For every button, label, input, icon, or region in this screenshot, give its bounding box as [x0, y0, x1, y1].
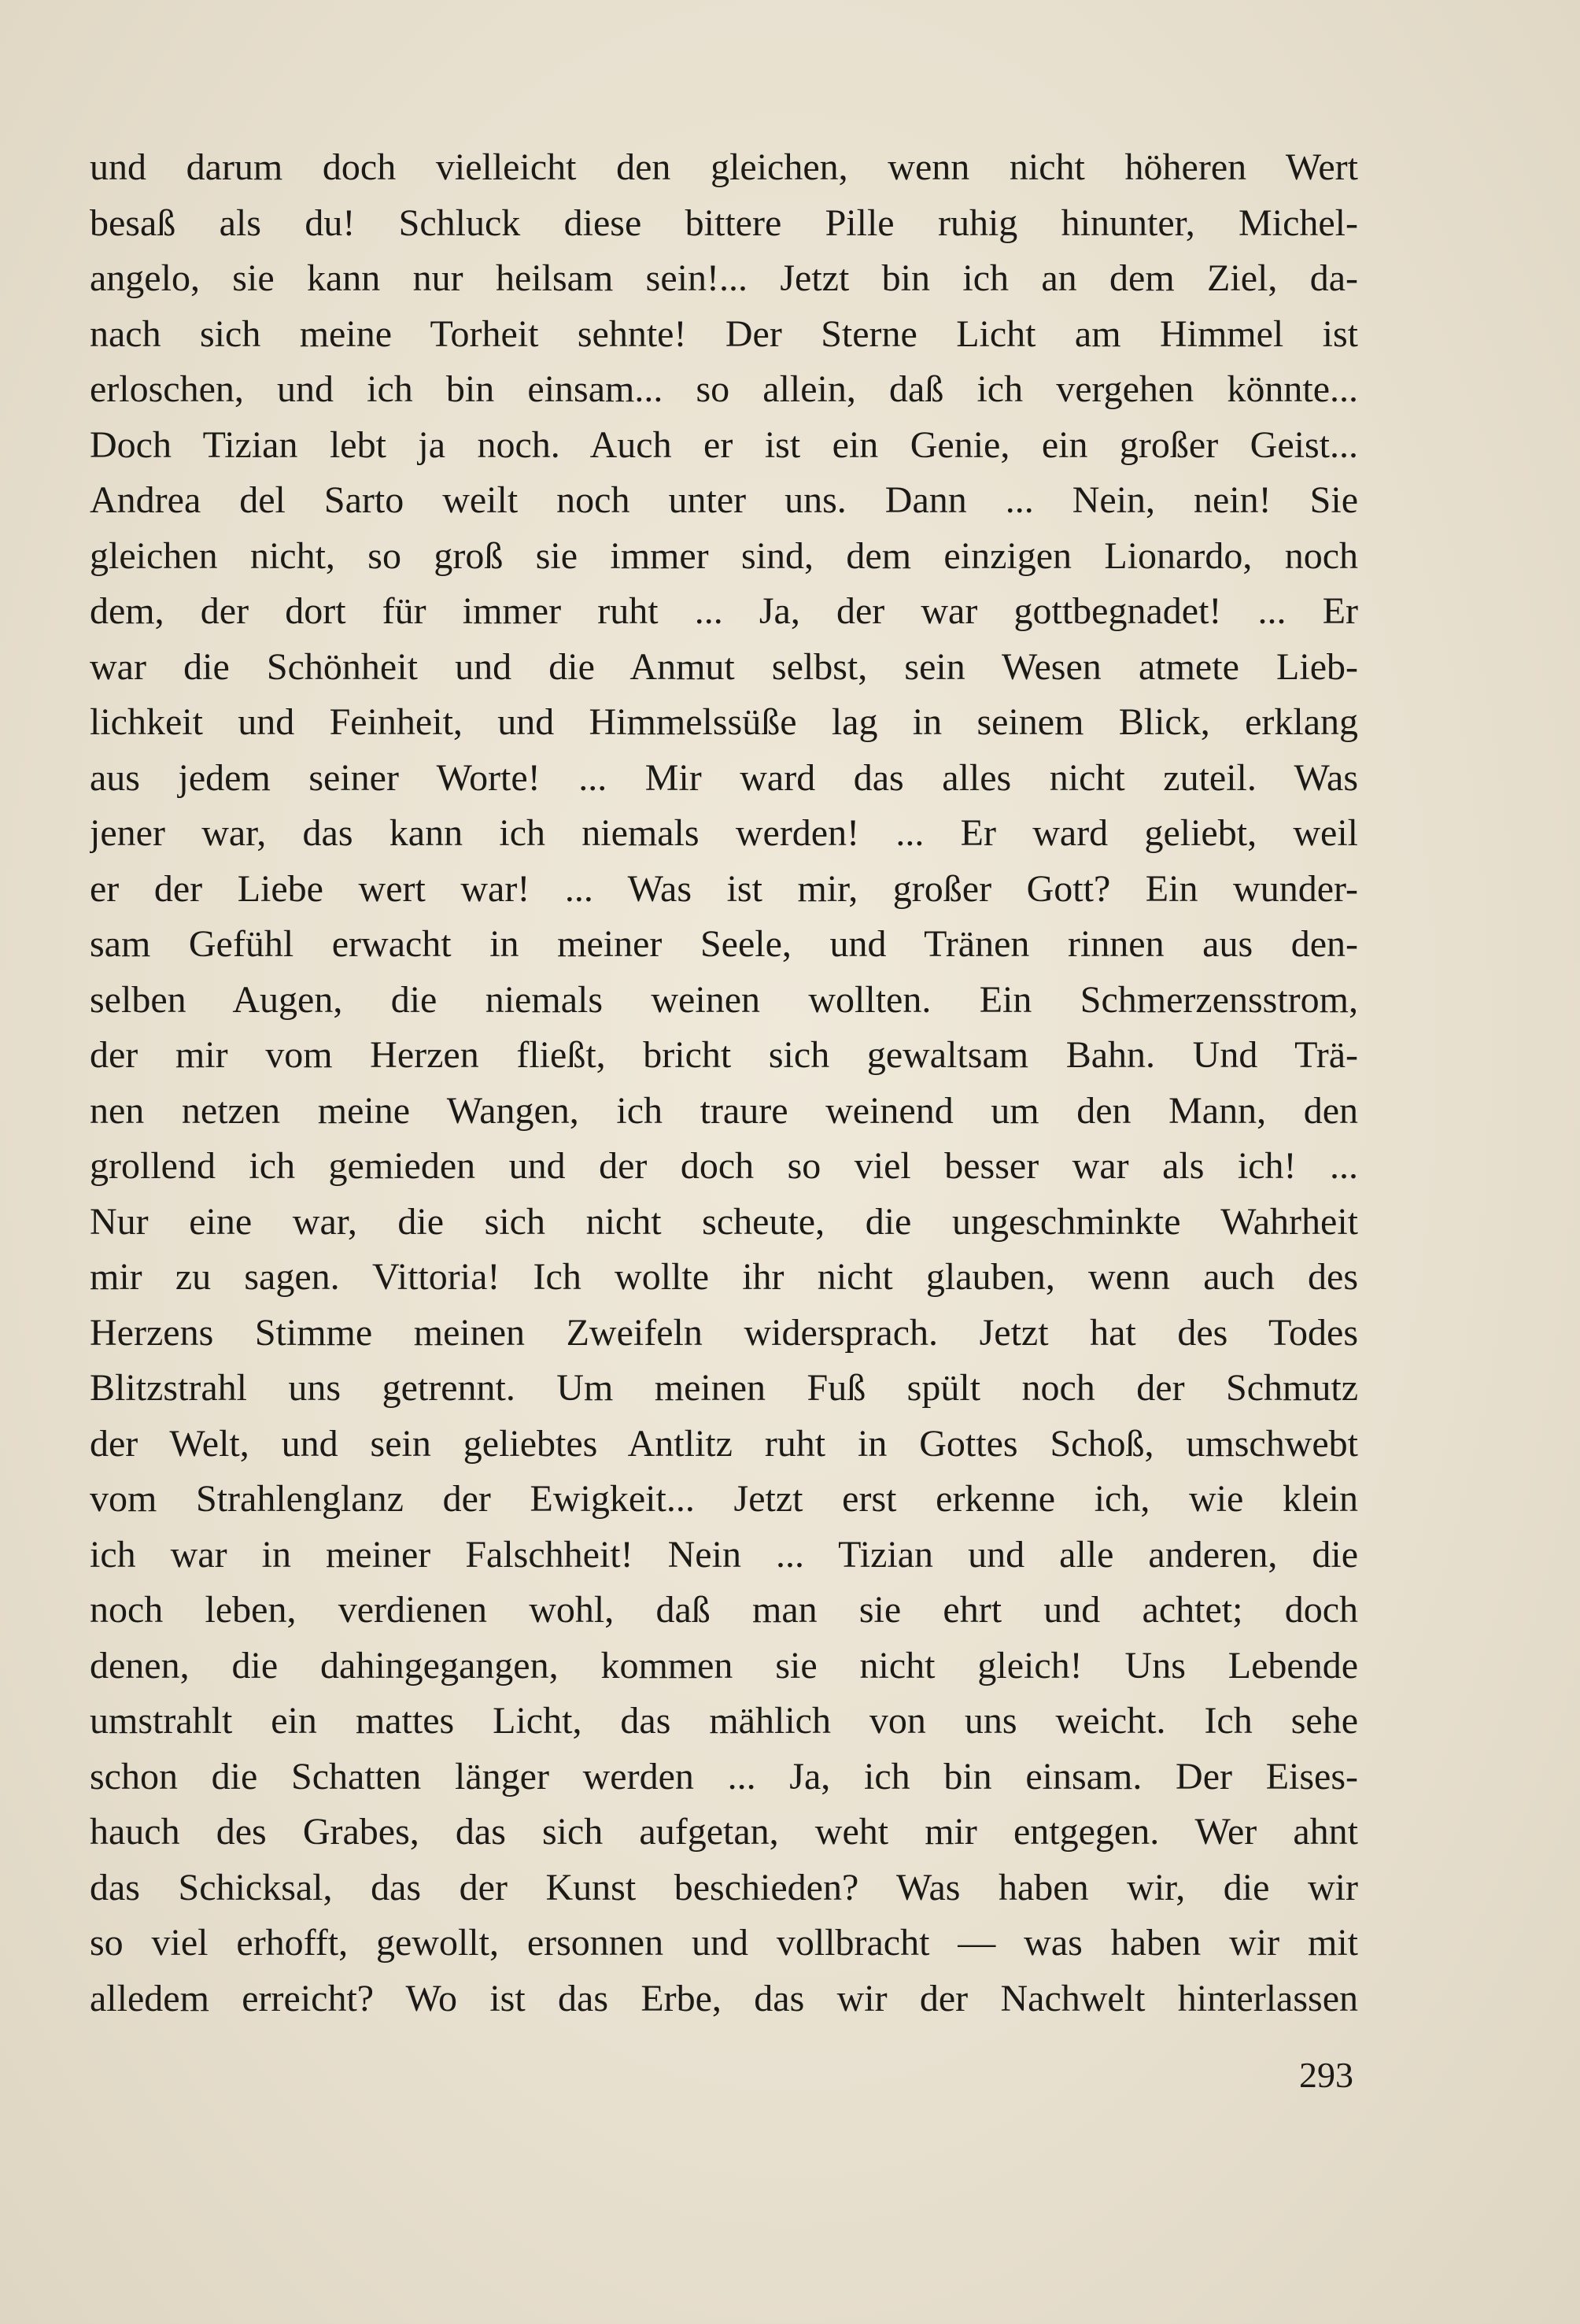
text-line: noch leben, verdienen wohl, daß man sie ehrt und achtet; doch [90, 1589, 1358, 1631]
text-line: und darum doch vielleicht den gleichen, wenn nicht höheren Wert [90, 146, 1358, 188]
text-line: jener war, das kann ich niemals werden! ... Er ward geliebt, weil [90, 812, 1358, 854]
text-line: war die Schönheit und die Anmut selbst, sein Wesen atmete Lieb- [90, 645, 1358, 688]
text-line: nen netzen meine Wangen, ich traure weinend um den Mann, den [90, 1089, 1358, 1132]
text-line: das Schicksal, das der Kunst beschieden? Was haben wir, die wir [90, 1866, 1358, 1908]
text-line: sam Gefühl erwacht in meiner Seele, und Tränen rinnen aus den- [90, 923, 1358, 965]
text-line: selben Augen, die niemals weinen wollten. Ein Schmerzensstrom, [90, 978, 1358, 1021]
text-line: dem, der dort für immer ruht ... Ja, der war gottbegnadet! ... Er [90, 590, 1358, 632]
text-line: lichkeit und Feinheit, und Himmelssüße lag in seinem Blick, erklang [90, 701, 1358, 743]
text-line: schon die Schatten länger werden ... Ja, ich bin einsam. Der Eises- [90, 1755, 1358, 1797]
text-line: Herzens Stimme meinen Zweifeln widersprach. Jetzt hat des Todes [90, 1311, 1358, 1354]
text-line: der mir vom Herzen fließt, bricht sich gewaltsam Bahn. Und Trä- [90, 1034, 1358, 1076]
text-line: Nur eine war, die sich nicht scheute, die ungeschminkte Wahrheit [90, 1200, 1358, 1243]
text-line: erloschen, und ich bin einsam... so allein, daß ich vergehen könnte... [90, 368, 1358, 410]
text-line: besaß als du! Schluck diese bittere Pille ruhig hinunter, Michel- [90, 201, 1358, 244]
text-line: aus jedem seiner Worte! ... Mir ward das alles nicht zuteil. Was [90, 756, 1358, 799]
text-line: gleichen nicht, so groß sie immer sind, dem einzigen Lionardo, noch [90, 534, 1358, 577]
text-line: ich war in meiner Falschheit! Nein ... Tizian und alle anderen, die [90, 1533, 1358, 1576]
text-line: nach sich meine Torheit sehnte! Der Sterne Licht am Himmel ist [90, 312, 1358, 355]
text-line: mir zu sagen. Vittoria! Ich wollte ihr nicht glauben, wenn auch des [90, 1256, 1358, 1298]
text-line: umstrahlt ein mattes Licht, das mählich von uns weicht. Ich sehe [90, 1700, 1358, 1742]
text-line: Doch Tizian lebt ja noch. Auch er ist ein Genie, ein großer Geist... [90, 423, 1358, 466]
text-line: Andrea del Sarto weilt noch unter uns. Dann ... Nein, nein! Sie [90, 479, 1358, 521]
text-line: Blitzstrahl uns getrennt. Um meinen Fuß spült noch der Schmutz [90, 1367, 1358, 1409]
page-number: 293 [1299, 2055, 1353, 2095]
text-line: grollend ich gemieden und der doch so viel besser war als ich! ... [90, 1145, 1358, 1187]
body-text [90, 140, 1358, 2027]
text-line: so viel erhofft, gewollt, ersonnen und vollbracht — was haben wir mit [90, 1922, 1358, 1964]
text-line: er der Liebe wert war! ... Was ist mir, großer Gott? Ein wunder- [90, 867, 1358, 910]
text-line: angelo, sie kann nur heilsam sein!... Jetzt bin ich an dem Ziel, da- [90, 257, 1358, 299]
text-line: alledem erreicht? Wo ist das Erbe, das wir der Nachwelt hinterlassen [90, 1977, 1358, 2019]
text-line: der Welt, und sein geliebtes Antlitz ruht in Gottes Schoß, umschwebt [90, 1422, 1358, 1465]
text-line: hauch des Grabes, das sich aufgetan, weht mir entgegen. Wer ahnt [90, 1811, 1358, 1853]
text-line: denen, die dahingegangen, kommen sie nicht gleich! Uns Lebende [90, 1644, 1358, 1687]
text-line: vom Strahlenglanz der Ewigkeit... Jetzt erst erkenne ich, wie klein [90, 1478, 1358, 1520]
